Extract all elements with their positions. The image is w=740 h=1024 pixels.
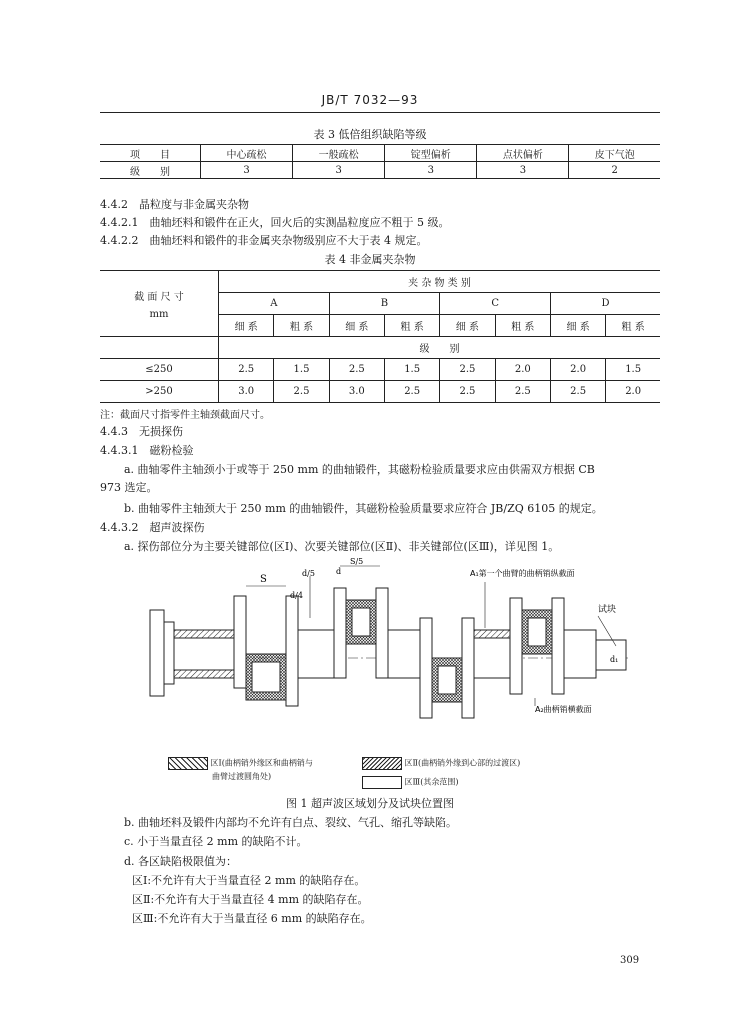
table-cell: 3 [293,162,385,179]
table-cell: 皮下气泡 [569,145,660,162]
hatch-swatch-zone3 [362,776,402,789]
subheader: 细 系 [440,315,495,337]
section-heading: 4.4.3.1 磁粉检验 [100,444,194,457]
paragraph: 4.4.2.1 曲轴坯料和锻件在正火，回火后的实测晶粒度应不粗于 5 级。 [100,216,450,229]
table4-caption: 表 4 非金属夹杂物 [324,253,416,266]
legend-text: 区Ⅱ(曲柄销外缘到心部的过渡区) [404,758,521,768]
table-row [100,381,660,403]
paragraph: b. 曲轴零件主轴颈大于 250 mm 的曲轴锻件，其磁粉检验质量要求应符合 JB/ZQ 6105 的规定。 [124,502,603,515]
label-sample: 试块 [598,605,617,615]
paragraph: c. 小于当量直径 2 mm 的缺陷不计。 [124,835,308,848]
table-cell: 3 [477,162,569,179]
subheader: 粗 系 [384,315,439,337]
dim-label-d: d [336,567,342,576]
paragraph: d. 各区缺陷极限值为： [124,855,238,868]
paragraph: 区Ⅰ:不允许有大于当量直径 2 mm 的缺陷存在。 [132,874,366,887]
table-cell: 2.5 [440,381,495,403]
legend-text: 区Ⅰ(曲柄销外缘区和曲柄销与 [210,758,313,768]
subheader: 细 系 [219,315,274,337]
paragraph: 区Ⅱ:不允许有大于当量直径 4 mm 的缺陷存在。 [132,893,369,906]
label-a1: A₁第一个曲臂的曲柄销纵截面 [470,569,575,578]
page-number: 309 [620,955,640,966]
table-cell: 3.0 [219,381,274,403]
dim-label-d1: d₁ [610,655,619,664]
table-row [100,271,660,293]
row-label: >250 [100,381,219,403]
figure-caption: 图 1 超声波区域划分及试块位置图 [286,797,454,810]
subheader: 细 系 [550,315,605,337]
header-rule [100,112,660,113]
table-cell: 2.0 [495,359,550,381]
table-cell: 1.5 [606,359,660,381]
section-heading: 4.4.3 无损探伤 [100,425,183,438]
table-cell: 2.5 [384,381,439,403]
legend-text: 区Ⅲ(其余范围) [404,777,459,787]
section-size-label: 截 面 尺 寸 [134,291,184,303]
table-cell: 3.0 [329,381,384,403]
table-cell: 2.5 [440,359,495,381]
table3-caption: 表 3 低倍组织缺陷等级 [313,128,427,141]
hatch-swatch-zone2 [362,757,402,770]
category-header: D [550,293,660,315]
section-heading: 4.4.3.2 超声波探伤 [100,521,205,534]
table-cell: 2.5 [219,359,274,381]
label-a2: A₂曲柄销横截面 [535,705,592,714]
table-cell: 级 别 [100,162,201,179]
category-header: A [219,293,330,315]
legend-zone1-cont: 曲臂过渡圆角处) [212,772,272,781]
subheader: 粗 系 [606,315,660,337]
document-header: JB/T 7032—93 [321,93,419,107]
table-note: 注：截面尺寸指零件主轴颈截面尺寸。 [100,410,270,421]
table-cell: 中心疏松 [201,145,293,162]
table3 [100,144,660,179]
dim-label-d5: d/5 [302,569,315,578]
table-row [100,162,660,179]
table-cell: 3 [385,162,477,179]
dim-label-s: S [260,574,267,585]
subheader: 细 系 [329,315,384,337]
group-header: 夹 杂 物 类 别 [219,271,661,293]
table-cell: 2.0 [550,359,605,381]
table-cell: 2 [569,162,660,179]
paragraph: a. 曲轴零件主轴颈小于或等于 250 mm 的曲轴锻件，其磁粉检验质量要求应由供需双方根据 CB [124,463,595,476]
table-cell: 2.5 [329,359,384,381]
unit-label: mm [149,308,169,320]
legend-zone1 [168,757,313,770]
section-size-header [100,271,219,337]
table-cell: 3 [201,162,293,179]
shaft-segment [164,622,174,684]
paragraph: 973 选定。 [100,481,158,494]
paragraph: 4.4.2.2 曲轴坯料和锻件的非金属夹杂物级别应不大于表 4 规定。 [100,234,428,247]
subheader: 粗 系 [274,315,329,337]
table-row [100,337,660,359]
table-cell: 2.5 [274,381,329,403]
grade-label: 级 别 [219,337,661,359]
table-cell: 2.5 [495,381,550,403]
table-cell: 锭型偏析 [385,145,477,162]
legend-zone3 [362,776,459,789]
paragraph: 区Ⅲ:不允许有大于当量直径 6 mm 的缺陷存在。 [132,912,372,925]
legend-zone2 [362,757,520,770]
table-row [100,359,660,381]
table-cell: 项 目 [100,145,201,162]
paragraph: b. 曲轴坯料及锻件内部均不允许有白点、裂纹、气孔、缩孔等缺陷。 [124,816,458,829]
crank-throws [234,588,626,718]
category-header: B [329,293,440,315]
table-cell [100,337,219,359]
table-row [100,145,660,162]
zone1-band [174,670,234,678]
table-cell: 2.5 [550,381,605,403]
row-label: ≤250 [100,359,219,381]
table-cell: 1.5 [384,359,439,381]
paragraph: a. 探伤部位分为主要关键部位(区Ⅰ)、次要关键部位(区Ⅱ)、非关键部位(区Ⅲ)，详见图 1。 [124,540,560,553]
table-cell: 2.0 [606,381,660,403]
crankshaft-figure [140,558,640,758]
table-cell: 一般疏松 [293,145,385,162]
zone1-band [174,630,234,638]
flange [150,610,164,696]
table4 [100,270,660,403]
dim-label-d4: d/4 [290,591,303,600]
table-cell: 1.5 [274,359,329,381]
dim-label-s5: S/5 [350,558,364,566]
hatch-swatch-zone1 [168,757,208,770]
table-cell: 点状偏析 [477,145,569,162]
category-header: C [440,293,551,315]
subheader: 粗 系 [495,315,550,337]
section-heading: 4.4.2 晶粒度与非金属夹杂物 [100,198,249,211]
